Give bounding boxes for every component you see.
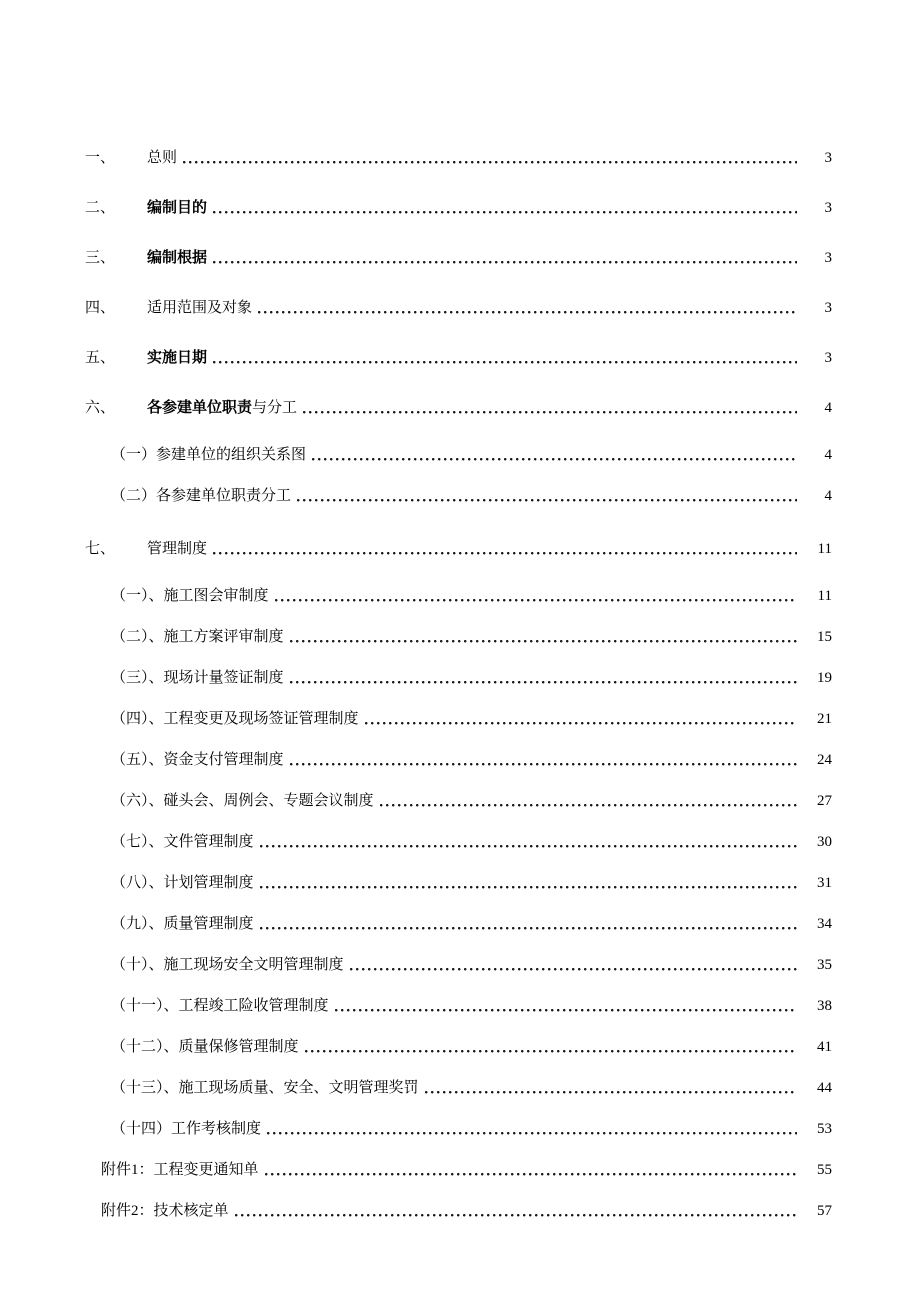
toc-entry[interactable] — [85, 1119, 832, 1139]
toc-entry-title: 附件2：技术核定单 — [101, 1203, 229, 1219]
toc-entry-page: 3 — [824, 200, 832, 216]
toc-entry-title: 适用范围及对象 — [147, 300, 253, 316]
toc-entry-page: 38 — [817, 998, 832, 1014]
toc-entry-page: 34 — [817, 916, 832, 932]
toc-entry-title: （一）参建单位的组织关系图 — [111, 447, 307, 463]
toc-entry-page: 4 — [824, 488, 832, 504]
toc-leader-dots — [290, 640, 797, 643]
toc-leader-dots — [425, 1091, 797, 1094]
toc-entry[interactable] — [85, 873, 832, 893]
toc-entry-title: 编制目的 — [147, 200, 208, 216]
toc-entry-page: 57 — [817, 1203, 832, 1219]
toc-entry[interactable] — [85, 248, 832, 268]
toc-entry-title: （三）、现场计量签证制度 — [111, 670, 284, 686]
toc-leader-dots — [275, 599, 797, 602]
toc-leader-dots — [213, 261, 797, 264]
toc-entry-title: （九）、质量管理制度 — [111, 916, 254, 932]
toc-entry-page: 21 — [817, 711, 832, 727]
toc-entry[interactable] — [85, 832, 832, 852]
toc-entry[interactable] — [85, 1078, 832, 1098]
toc-entry-number: 二、 — [85, 200, 116, 216]
toc-leader-dots — [267, 1132, 797, 1135]
toc-entry-title: （八）、计划管理制度 — [111, 875, 254, 891]
toc-leader-dots — [305, 1050, 797, 1053]
toc-entry[interactable] — [85, 1160, 832, 1180]
toc-entry-title-suffix: 与分工 — [252, 400, 298, 416]
toc-entry-title: （十三）、施工现场质量、安全、文明管理奖罚 — [111, 1080, 419, 1096]
toc-entry-page: 3 — [824, 350, 832, 366]
toc-leader-dots — [365, 722, 797, 725]
toc-leader-dots — [265, 1173, 797, 1176]
toc-entry-title: 总则 — [147, 150, 178, 166]
toc-entry[interactable] — [85, 1201, 832, 1221]
toc-leader-dots — [213, 211, 797, 214]
toc-entry[interactable] — [85, 791, 832, 811]
toc-leader-dots — [260, 927, 797, 930]
toc-entry[interactable] — [85, 627, 832, 647]
toc-entry-title: 附件1：工程变更通知单 — [101, 1162, 259, 1178]
toc-entry[interactable] — [85, 668, 832, 688]
toc-leader-dots — [183, 161, 797, 164]
toc-entry-number: 六、 — [85, 400, 116, 416]
toc-entry[interactable] — [85, 539, 832, 559]
toc-entry-number: 五、 — [85, 350, 116, 366]
toc-leader-dots — [213, 552, 797, 555]
toc-entry-title: （十一）、工程竣工险收管理制度 — [111, 998, 329, 1014]
toc-entry-page: 4 — [824, 447, 832, 463]
toc-entry-page: 24 — [817, 752, 832, 768]
toc-entry-title: （七）、文件管理制度 — [111, 834, 254, 850]
toc-entry-title: （一）、施工图会审制度 — [111, 588, 269, 604]
toc-entry[interactable] — [85, 348, 832, 368]
toc-leader-dots — [380, 804, 797, 807]
toc-entry-page: 53 — [817, 1121, 832, 1137]
toc-leader-dots — [290, 763, 797, 766]
toc-entry-title: 编制根据 — [147, 250, 208, 266]
toc-entry-page: 41 — [817, 1039, 832, 1055]
toc-entry[interactable] — [85, 298, 832, 318]
toc-entry-page: 3 — [824, 150, 832, 166]
toc-entry[interactable] — [85, 1037, 832, 1057]
toc-entry[interactable] — [85, 148, 832, 168]
toc-entry[interactable] — [85, 996, 832, 1016]
toc-entry[interactable] — [85, 709, 832, 729]
toc-entry[interactable] — [85, 398, 832, 418]
toc-entry-page: 30 — [817, 834, 832, 850]
toc-entry-page: 4 — [824, 400, 832, 416]
toc-entry-page: 11 — [817, 588, 832, 604]
toc-entry-title: （十二）、质量保修管理制度 — [111, 1039, 299, 1055]
toc-leader-dots — [335, 1009, 797, 1012]
toc-entry-title: 管理制度 — [147, 541, 208, 557]
toc-entry[interactable] — [85, 955, 832, 975]
toc-entry[interactable] — [85, 445, 832, 465]
toc-entry[interactable] — [85, 198, 832, 218]
toc-entry-page: 27 — [817, 793, 832, 809]
toc-leader-dots — [350, 968, 797, 971]
toc-entry-title: （六）、碰头会、周例会、专题会议制度 — [111, 793, 374, 809]
toc-leader-dots — [260, 886, 797, 889]
toc-entry-title: （二）各参建单位职责分工 — [111, 488, 292, 504]
toc-leader-dots — [303, 411, 797, 414]
toc-leader-dots — [260, 845, 797, 848]
toc-entry-number: 一、 — [85, 150, 116, 166]
toc-leader-dots — [312, 458, 797, 461]
toc-entry-title: （四）、工程变更及现场签证管理制度 — [111, 711, 359, 727]
toc-entry-number: 三、 — [85, 250, 116, 266]
toc-leader-dots — [258, 311, 797, 314]
toc-leader-dots — [290, 681, 797, 684]
toc-entry-page: 19 — [817, 670, 832, 686]
toc-entry-page: 55 — [817, 1162, 832, 1178]
toc-leader-dots — [297, 499, 797, 502]
toc-entry-page: 11 — [817, 541, 832, 557]
toc-entry[interactable] — [85, 486, 832, 506]
toc-entry-title: （二）、施工方案评审制度 — [111, 629, 284, 645]
toc-leader-dots — [213, 361, 797, 364]
toc-entry-title: 实施日期 — [147, 350, 208, 366]
toc-entry-page: 15 — [817, 629, 832, 645]
toc-entry-title: （五）、资金支付管理制度 — [111, 752, 284, 768]
toc-entry-title: （十四）工作考核制度 — [111, 1121, 262, 1137]
toc-entry-page: 3 — [824, 250, 832, 266]
toc-entry-number: 四、 — [85, 300, 116, 316]
toc-leader-dots — [235, 1214, 797, 1217]
toc-entry[interactable] — [85, 586, 832, 606]
toc-entry-number: 七、 — [85, 541, 116, 557]
toc-entry-title: 各参建单位职责 — [147, 400, 253, 416]
toc-entry-page: 35 — [817, 957, 832, 973]
toc-entry[interactable] — [85, 914, 832, 934]
toc-entry-page: 44 — [817, 1080, 832, 1096]
toc-entry-page: 31 — [817, 875, 832, 891]
toc-entry-page: 3 — [824, 300, 832, 316]
toc-entry[interactable] — [85, 750, 832, 770]
toc-entry-title: （十）、施工现场安全文明管理制度 — [111, 957, 344, 973]
